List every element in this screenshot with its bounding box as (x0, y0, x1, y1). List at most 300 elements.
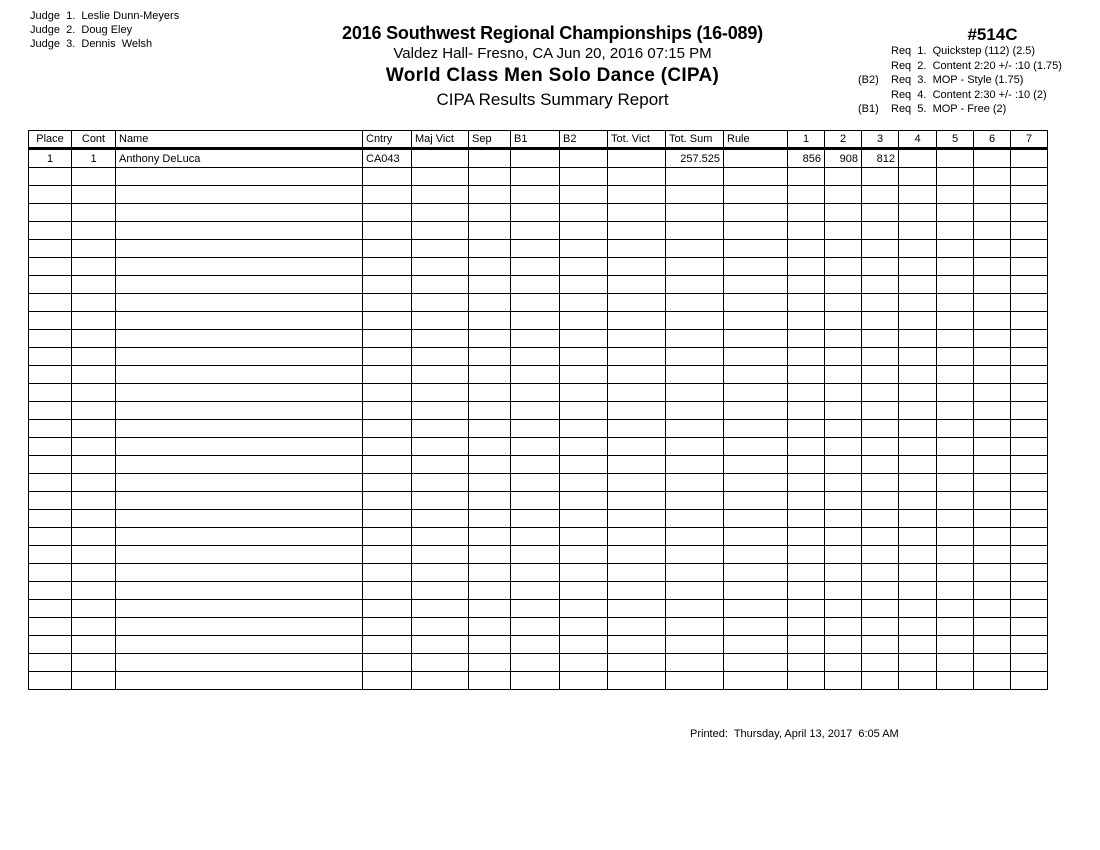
empty-cell (788, 294, 825, 312)
empty-cell (511, 456, 560, 474)
empty-cell (788, 402, 825, 420)
empty-cell (974, 438, 1011, 456)
table-row-empty (29, 582, 1048, 600)
empty-cell (724, 330, 788, 348)
requirement-2 (858, 59, 1062, 74)
empty-cell (29, 204, 72, 222)
empty-cell (974, 456, 1011, 474)
table-row-empty (29, 564, 1048, 582)
empty-cell (511, 402, 560, 420)
empty-cell (1011, 276, 1048, 294)
empty-cell (412, 546, 469, 564)
table-row-empty (29, 276, 1048, 294)
empty-cell (862, 276, 899, 294)
empty-cell (363, 384, 412, 402)
empty-cell (788, 438, 825, 456)
table-row-empty (29, 348, 1048, 366)
empty-cell (862, 582, 899, 600)
empty-cell (862, 222, 899, 240)
empty-cell (1011, 186, 1048, 204)
empty-cell (29, 510, 72, 528)
empty-cell (29, 636, 72, 654)
empty-cell (974, 654, 1011, 672)
empty-cell (937, 636, 974, 654)
empty-cell (116, 654, 363, 672)
empty-cell (560, 204, 608, 222)
empty-cell (412, 348, 469, 366)
empty-cell (363, 636, 412, 654)
empty-cell (72, 348, 116, 366)
empty-cell (412, 492, 469, 510)
empty-cell (974, 402, 1011, 420)
empty-cell (666, 348, 724, 366)
event-title: World Class Men Solo Dance (CIPA) (385, 65, 720, 86)
empty-cell (608, 474, 666, 492)
empty-cell (29, 276, 72, 294)
empty-cell (974, 420, 1011, 438)
empty-cell (862, 474, 899, 492)
empty-cell (116, 492, 363, 510)
empty-cell (29, 600, 72, 618)
empty-cell (974, 528, 1011, 546)
cell-name: Anthony DeLuca (116, 149, 363, 168)
empty-cell (469, 420, 511, 438)
empty-cell (1011, 312, 1048, 330)
empty-cell (825, 312, 862, 330)
report-header (300, 22, 805, 111)
empty-cell (116, 402, 363, 420)
empty-cell (116, 222, 363, 240)
empty-cell (1011, 456, 1048, 474)
table-row-empty (29, 438, 1048, 456)
empty-cell (29, 348, 72, 366)
empty-cell (974, 618, 1011, 636)
empty-cell (937, 204, 974, 222)
empty-cell (937, 456, 974, 474)
col-header-sep: Sep (469, 131, 511, 149)
empty-cell (72, 366, 116, 384)
empty-cell (666, 384, 724, 402)
empty-cell (899, 546, 937, 564)
empty-cell (29, 492, 72, 510)
empty-cell (511, 294, 560, 312)
empty-cell (29, 618, 72, 636)
empty-cell (937, 528, 974, 546)
empty-cell (724, 528, 788, 546)
empty-cell (511, 420, 560, 438)
empty-cell (899, 474, 937, 492)
empty-cell (862, 438, 899, 456)
empty-cell (116, 240, 363, 258)
col-header-judge-5: 5 (937, 131, 974, 149)
empty-cell (608, 528, 666, 546)
col-header-cont: Cont (72, 131, 116, 149)
empty-cell (608, 456, 666, 474)
empty-cell (511, 636, 560, 654)
empty-cell (666, 510, 724, 528)
empty-cell (608, 564, 666, 582)
cell-place: 1 (29, 149, 72, 168)
empty-cell (937, 510, 974, 528)
cell-judge-5 (937, 149, 974, 168)
empty-cell (29, 258, 72, 276)
table-row-empty (29, 186, 1048, 204)
empty-cell (666, 474, 724, 492)
empty-cell (974, 546, 1011, 564)
empty-cell (788, 204, 825, 222)
col-header-judge-1: 1 (788, 131, 825, 149)
empty-cell (116, 618, 363, 636)
table-row-empty (29, 618, 1048, 636)
empty-cell (788, 474, 825, 492)
col-header-b2: B2 (560, 131, 608, 149)
empty-cell (72, 492, 116, 510)
empty-cell (511, 168, 560, 186)
empty-cell (560, 438, 608, 456)
empty-cell (937, 330, 974, 348)
empty-cell (899, 186, 937, 204)
empty-cell (825, 348, 862, 366)
empty-cell (899, 528, 937, 546)
empty-cell (974, 186, 1011, 204)
table-row-empty (29, 420, 1048, 438)
empty-cell (469, 510, 511, 528)
empty-cell (72, 636, 116, 654)
empty-cell (560, 582, 608, 600)
empty-cell (937, 420, 974, 438)
empty-cell (724, 510, 788, 528)
empty-cell (788, 582, 825, 600)
empty-cell (666, 294, 724, 312)
empty-cell (511, 582, 560, 600)
table-header-row (29, 131, 1048, 149)
empty-cell (116, 528, 363, 546)
empty-cell (937, 600, 974, 618)
empty-cell (724, 636, 788, 654)
empty-cell (29, 456, 72, 474)
empty-cell (511, 312, 560, 330)
empty-cell (666, 582, 724, 600)
empty-cell (363, 600, 412, 618)
empty-cell (560, 546, 608, 564)
empty-cell (1011, 654, 1048, 672)
empty-cell (29, 384, 72, 402)
requirement-tag: (B1) (858, 103, 879, 115)
empty-cell (862, 618, 899, 636)
empty-cell (666, 204, 724, 222)
empty-cell (511, 366, 560, 384)
empty-cell (974, 564, 1011, 582)
empty-cell (412, 456, 469, 474)
empty-cell (974, 222, 1011, 240)
empty-cell (899, 510, 937, 528)
empty-cell (363, 258, 412, 276)
empty-cell (974, 492, 1011, 510)
requirement-3 (858, 73, 1062, 88)
empty-cell (937, 276, 974, 294)
empty-cell (1011, 330, 1048, 348)
empty-cell (899, 294, 937, 312)
table-row-empty (29, 366, 1048, 384)
empty-cell (469, 600, 511, 618)
empty-cell (469, 330, 511, 348)
cell-cont: 1 (72, 149, 116, 168)
empty-cell (469, 312, 511, 330)
empty-cell (469, 546, 511, 564)
empty-cell (974, 276, 1011, 294)
empty-cell (825, 294, 862, 312)
empty-cell (363, 186, 412, 204)
table-row-empty (29, 240, 1048, 258)
empty-cell (116, 258, 363, 276)
empty-cell (1011, 546, 1048, 564)
empty-cell (363, 492, 412, 510)
empty-cell (974, 636, 1011, 654)
empty-cell (412, 528, 469, 546)
empty-cell (72, 546, 116, 564)
empty-cell (899, 582, 937, 600)
empty-cell (1011, 510, 1048, 528)
empty-cell (899, 204, 937, 222)
empty-cell (899, 438, 937, 456)
empty-cell (1011, 420, 1048, 438)
empty-cell (974, 204, 1011, 222)
empty-cell (937, 582, 974, 600)
empty-cell (724, 366, 788, 384)
empty-cell (666, 258, 724, 276)
empty-cell (666, 366, 724, 384)
empty-cell (72, 258, 116, 276)
empty-cell (862, 240, 899, 258)
venue-datetime: Valdez Hall- Fresno, CA Jun 20, 2016 07:15 PM (393, 45, 712, 62)
empty-cell (724, 384, 788, 402)
empty-cell (412, 366, 469, 384)
cell-rule (724, 149, 788, 168)
empty-cell (825, 474, 862, 492)
empty-cell (724, 492, 788, 510)
empty-cell (1011, 204, 1048, 222)
empty-cell (560, 366, 608, 384)
empty-cell (412, 168, 469, 186)
empty-cell (899, 258, 937, 276)
empty-cell (72, 276, 116, 294)
empty-cell (825, 456, 862, 474)
empty-cell (788, 618, 825, 636)
empty-cell (511, 222, 560, 240)
empty-cell (724, 348, 788, 366)
empty-cell (788, 384, 825, 402)
empty-cell (469, 276, 511, 294)
empty-cell (1011, 618, 1048, 636)
empty-cell (724, 222, 788, 240)
empty-cell (363, 348, 412, 366)
empty-cell (825, 384, 862, 402)
empty-cell (724, 474, 788, 492)
empty-cell (560, 618, 608, 636)
col-header-judge-4: 4 (899, 131, 937, 149)
empty-cell (511, 330, 560, 348)
requirement-tag (858, 88, 891, 103)
empty-cell (862, 312, 899, 330)
requirement-1 (858, 44, 1062, 59)
empty-cell (1011, 672, 1048, 690)
empty-cell (412, 564, 469, 582)
empty-cell (724, 420, 788, 438)
empty-cell (974, 258, 1011, 276)
empty-cell (608, 636, 666, 654)
table-row-empty (29, 636, 1048, 654)
empty-cell (29, 654, 72, 672)
empty-cell (511, 348, 560, 366)
empty-cell (899, 672, 937, 690)
empty-cell (363, 402, 412, 420)
empty-cell (29, 240, 72, 258)
empty-cell (899, 654, 937, 672)
table-row-empty (29, 294, 1048, 312)
empty-cell (788, 546, 825, 564)
empty-cell (862, 366, 899, 384)
empty-cell (825, 186, 862, 204)
empty-cell (511, 564, 560, 582)
empty-cell (511, 492, 560, 510)
empty-cell (974, 474, 1011, 492)
empty-cell (72, 330, 116, 348)
empty-cell (825, 654, 862, 672)
empty-cell (937, 546, 974, 564)
empty-cell (29, 186, 72, 204)
empty-cell (899, 402, 937, 420)
empty-cell (862, 654, 899, 672)
empty-cell (412, 240, 469, 258)
empty-cell (412, 510, 469, 528)
empty-cell (666, 546, 724, 564)
cell-judge-6 (974, 149, 1011, 168)
empty-cell (363, 582, 412, 600)
empty-cell (899, 222, 937, 240)
empty-cell (511, 438, 560, 456)
empty-cell (72, 168, 116, 186)
empty-cell (116, 474, 363, 492)
empty-cell (825, 222, 862, 240)
empty-cell (363, 618, 412, 636)
empty-cell (1011, 222, 1048, 240)
empty-cell (825, 546, 862, 564)
empty-cell (974, 384, 1011, 402)
empty-cell (363, 168, 412, 186)
empty-cell (469, 186, 511, 204)
empty-cell (862, 330, 899, 348)
empty-cell (363, 510, 412, 528)
table-row-empty (29, 546, 1048, 564)
empty-cell (469, 456, 511, 474)
empty-cell (469, 636, 511, 654)
empty-cell (608, 546, 666, 564)
empty-cell (666, 312, 724, 330)
empty-cell (72, 222, 116, 240)
empty-cell (724, 276, 788, 294)
empty-cell (29, 294, 72, 312)
empty-cell (116, 366, 363, 384)
empty-cell (29, 222, 72, 240)
empty-cell (560, 636, 608, 654)
empty-cell (937, 168, 974, 186)
empty-cell (1011, 294, 1048, 312)
empty-cell (412, 672, 469, 690)
empty-cell (29, 366, 72, 384)
empty-cell (363, 546, 412, 564)
empty-cell (560, 348, 608, 366)
empty-cell (788, 240, 825, 258)
empty-cell (72, 438, 116, 456)
empty-cell (937, 258, 974, 276)
empty-cell (412, 654, 469, 672)
empty-cell (724, 600, 788, 618)
empty-cell (788, 510, 825, 528)
empty-cell (72, 186, 116, 204)
empty-cell (363, 420, 412, 438)
empty-cell (974, 600, 1011, 618)
judge-2: Judge 2. Doug Eley (30, 24, 133, 36)
requirement-5 (858, 102, 1062, 117)
empty-cell (724, 294, 788, 312)
empty-cell (862, 492, 899, 510)
empty-cell (1011, 564, 1048, 582)
col-header-tot-sum: Tot. Sum (666, 131, 724, 149)
empty-cell (825, 438, 862, 456)
empty-cell (469, 294, 511, 312)
empty-cell (29, 546, 72, 564)
empty-cell (825, 366, 862, 384)
col-header-place: Place (29, 131, 72, 149)
empty-cell (666, 600, 724, 618)
cell-cntry: CA043 (363, 149, 412, 168)
empty-cell (560, 276, 608, 294)
requirement-text: Req 2. Content 2:20 +/- :10 (1.75) (891, 59, 1062, 72)
table-row-empty (29, 312, 1048, 330)
results-table (28, 130, 1048, 690)
empty-cell (29, 582, 72, 600)
empty-cell (511, 474, 560, 492)
empty-cell (511, 384, 560, 402)
table-row-empty (29, 492, 1048, 510)
table-row-empty (29, 402, 1048, 420)
requirement-text: Req 3. MOP - Style (1.75) (891, 74, 1024, 86)
empty-cell (666, 222, 724, 240)
empty-cell (72, 582, 116, 600)
cell-judge-3: 812 (862, 149, 899, 168)
empty-cell (937, 186, 974, 204)
empty-cell (608, 348, 666, 366)
empty-cell (560, 402, 608, 420)
empty-cell (666, 168, 724, 186)
empty-cell (29, 168, 72, 186)
empty-cell (469, 528, 511, 546)
empty-cell (862, 204, 899, 222)
empty-cell (608, 438, 666, 456)
col-header-judge-6: 6 (974, 131, 1011, 149)
empty-cell (1011, 636, 1048, 654)
empty-cell (899, 330, 937, 348)
empty-cell (560, 672, 608, 690)
empty-cell (899, 276, 937, 294)
empty-cell (899, 384, 937, 402)
empty-cell (116, 438, 363, 456)
empty-cell (363, 438, 412, 456)
empty-cell (862, 456, 899, 474)
empty-cell (899, 312, 937, 330)
empty-cell (862, 672, 899, 690)
empty-cell (560, 186, 608, 204)
